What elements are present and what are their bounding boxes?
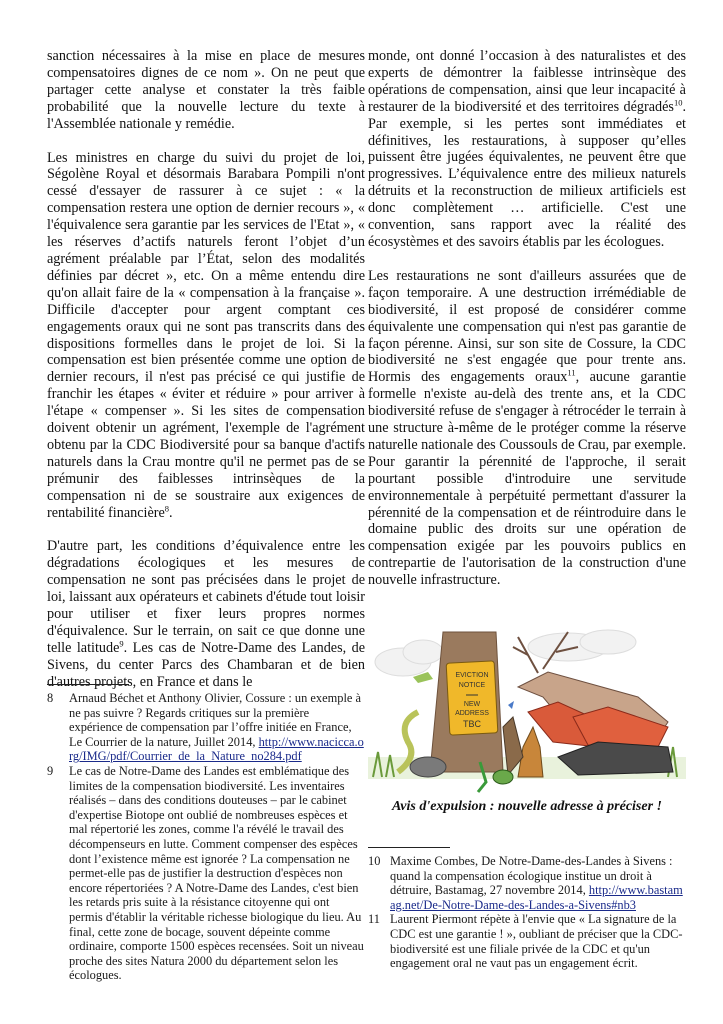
paragraph-text: monde, ont donné l’occasion à des naturalistes et des experts de démontrer la faiblesse intrinsèque des opérations de compensation, ainsi que leur incapacité à restaurer de la biodiversité et des territoires dégradés [368, 48, 686, 115]
figure-caption: Avis d'expulsion : nouvelle adresse à préciser ! [391, 799, 662, 814]
paragraph-text: Les restaurations ne sont d'ailleurs assurées que de façon temporaire. A une destruction irrémédiable de biodiversité, il est proposé de considérer comme équivalente une compensation qui n'est pas garantie de façon pérenne. Ainsi, sur son site de Cossure, la CDC biodiversité ne s'est engagée que pour trente ans. Hormis des engagements oraux [368, 267, 686, 386]
footnote-ref[interactable]: 11 [567, 367, 576, 378]
footnote-ref[interactable]: 10 [673, 96, 683, 107]
paragraph [47, 48, 365, 133]
footnote-10 [368, 854, 686, 912]
badger-icon [558, 742, 673, 775]
paragraph [47, 538, 365, 690]
footnote-number: 11 [368, 912, 380, 927]
footnote-number: 8 [47, 691, 54, 705]
right-column [368, 48, 686, 606]
footnote-link[interactable]: http://www.nacicca.org/IMG/pdf/Courrier_de_la_Nature_no284.pdf [69, 734, 364, 764]
right-footnotes [368, 847, 686, 971]
cloud-icon [528, 630, 636, 661]
sign-line: NOTICE [458, 682, 486, 689]
illustration-figure [368, 607, 686, 815]
footnote-separator [47, 684, 129, 685]
footnote-ref[interactable]: 9 [119, 638, 124, 649]
butterfly-icon [508, 701, 514, 709]
paragraph-text: . Par exemple, si les pertes sont immédiates et définitives, les restaurations, à supposer qu’elles puissent être jugées équivalentes, ne peuvent être que progressives. L’équivalence entre des milieux naturels détruits et la reconstruction de milieux artificiels est donc complètement … artificielle. C'est une convention, sans rapport avec la réalité des écosystèmes et des savoirs établis par les écologues. [368, 98, 686, 250]
footnote-8 [47, 691, 365, 764]
paragraph [368, 268, 686, 589]
footnote-body: Arnaud Béchet et Anthony Olivier, Cossure : un exemple à ne pas suivre ? Regards critiques sur la première expérience de compensation par l’offre initiée en France, Le Courrier de la nature, Juillet 2014, [69, 691, 361, 749]
eviction-illustration [368, 607, 686, 797]
sign-line: EVICTION [455, 672, 489, 679]
cloud-icon [375, 640, 443, 676]
footnote-text [390, 854, 686, 912]
turtle-icon [493, 770, 513, 784]
left-column [47, 48, 365, 708]
footnote-9 [47, 764, 365, 983]
footnote-number: 9 [47, 763, 54, 778]
footnote-body: Laurent Piermont répète à l'envie que « La signature de la CDC est une garantie ! », oubliant de préciser que la CDC-biodiversité est une filiale privée de la CDC et qu'un engagement oral ne vaut pas un engagement écrit. [390, 912, 683, 971]
paragraph-text: D'autre part, les conditions d’équivalence entre les dégradations écologiques et les mesures de compensation ne sont pas précisées dans le projet de loi, laissant aux opérateurs et cabinets d'étude tout loisir pour utiliser et fixer leurs propres normes d'équivalence. Sur le terrain, on sait ce que donne une telle latitude [47, 538, 365, 656]
footnote-text [69, 691, 365, 764]
left-footnotes [47, 684, 365, 983]
paragraph-text: sanction nécessaires à la mise en place de mesures compensatoires dignes de ce nom ». On ne peut que partager cette analyse et constater la très faible probabilité que la nouvelle lecture du texte à l'Assemblée nationale y remédie. [47, 48, 365, 132]
footnote-ref[interactable]: 8 [164, 502, 170, 513]
paragraph-text: , aucune garantie formelle n'existe au-delà des trente ans, et la CDC biodiversité refuse de s'engager à rétrocéder le terrain à une structure à-même de le protéger comme la réserve naturelle nationale des Coussouls de Crau, par exemple. Pour garantir la pérennité de l'approche, il serait pourtant possible d'introduire une servitude environnementale à perpétuité permettant d'assurer la pérennité de la compensation et de réintroduire dans le domaine public des droits sur une opération de compensation exigée par les pouvoirs publics en contrepartie de l'autorisation de la construction d'une nouvelle infrastructure. [368, 369, 687, 589]
eviction-sign [446, 661, 498, 735]
paragraph [368, 48, 686, 251]
paragraph [47, 150, 365, 522]
hedgehog-icon [410, 757, 446, 777]
footnote-separator [368, 847, 450, 848]
footnote-11 [368, 912, 686, 970]
paragraph-text: . Les cas de Notre-Dame des Landes, de Sivens, du center Parcs des Chambaran et de bien d'autres projets, en France et dans le [47, 639, 366, 690]
footnote-body: Le cas de Notre-Dame des Landes est emblématique des limites de la compensation biodiversité. Les inventaires réalisés – dans des conditions douteuses – par le cabinet d'expertise Biotope ont oublié de nombreuses espèces et mal répertorié les zones, comme l'a révélé le travail des décompenseurs en lutte. Comment compenser des espèces dont l’existence même est ignorée ? La compensation ne permet-elle pas de justifier la destruction d'espèces non encore répertoriées ? A Notre-Dame des Landes, c'est bien les retards pris suite à la résistance citoyenne qui ont permis d'établir la véritable richesse biologique du lieu. Au final, cette zone de bocage, souvent dépeinte comme ordinaire, comporte 1500 espèces recensées. Soit un niveau proche des sites Natura 2000 du département selon les écologues. [69, 763, 364, 983]
footnote-link[interactable]: http://www.bastamag.net/De-Notre-Dame-des-Landes-a-Sivens#nb3 [390, 883, 683, 912]
paragraph-text: . [169, 504, 173, 521]
sign-line: ADDRESS [455, 710, 489, 717]
footnote-body: Maxime Combes, De Notre-Dame-des-Landes à Sivens : quand la compensation écologique institue un droit à détruire, Bastamag, 27 novembre 2014, [390, 854, 673, 898]
footnote-number: 10 [368, 854, 381, 868]
paragraph-text: Les ministres en charge du suivi du projet de loi, Ségolène Royal et désormais Barabara Pompili n'ont cessé d'essayer de rassurer à ce sujet : « la compensation restera une option de dernier recours », « l'équivalence sera garantie par les services de l'Etat », « les réserves d’actifs naturels feront l’objet d’un agrément préalable par l’État, selon des modalités définies par décret », etc. On a même entendu dire qu'on allait faire de la « compensation à la française ». Difficile d'accepter pour argent comptant ces engagements oraux qui ne sont pas transcrits dans des dispositions formelles dans le projet de loi. Si la compensation est bien présentée comme une option de dernier recours, il n'est pas précisé ce qui justifie de franchir les étapes « éviter et réduire » pour arriver à l'étape « compenser ». Si les sites de compensation doivent obtenir un agrément, l'exemple de l'agrément obtenu par la CDC Biodiversité pour sa banque d'actifs naturels dans la Crau montre qu'il ne permet pas de se prémunir des faiblesses intrinsèques de la compensation ni de se soustraire aux exigences de rentabilité financière [47, 149, 365, 521]
sign-line: NEW [463, 701, 481, 708]
sign-line: TBC [463, 719, 481, 729]
